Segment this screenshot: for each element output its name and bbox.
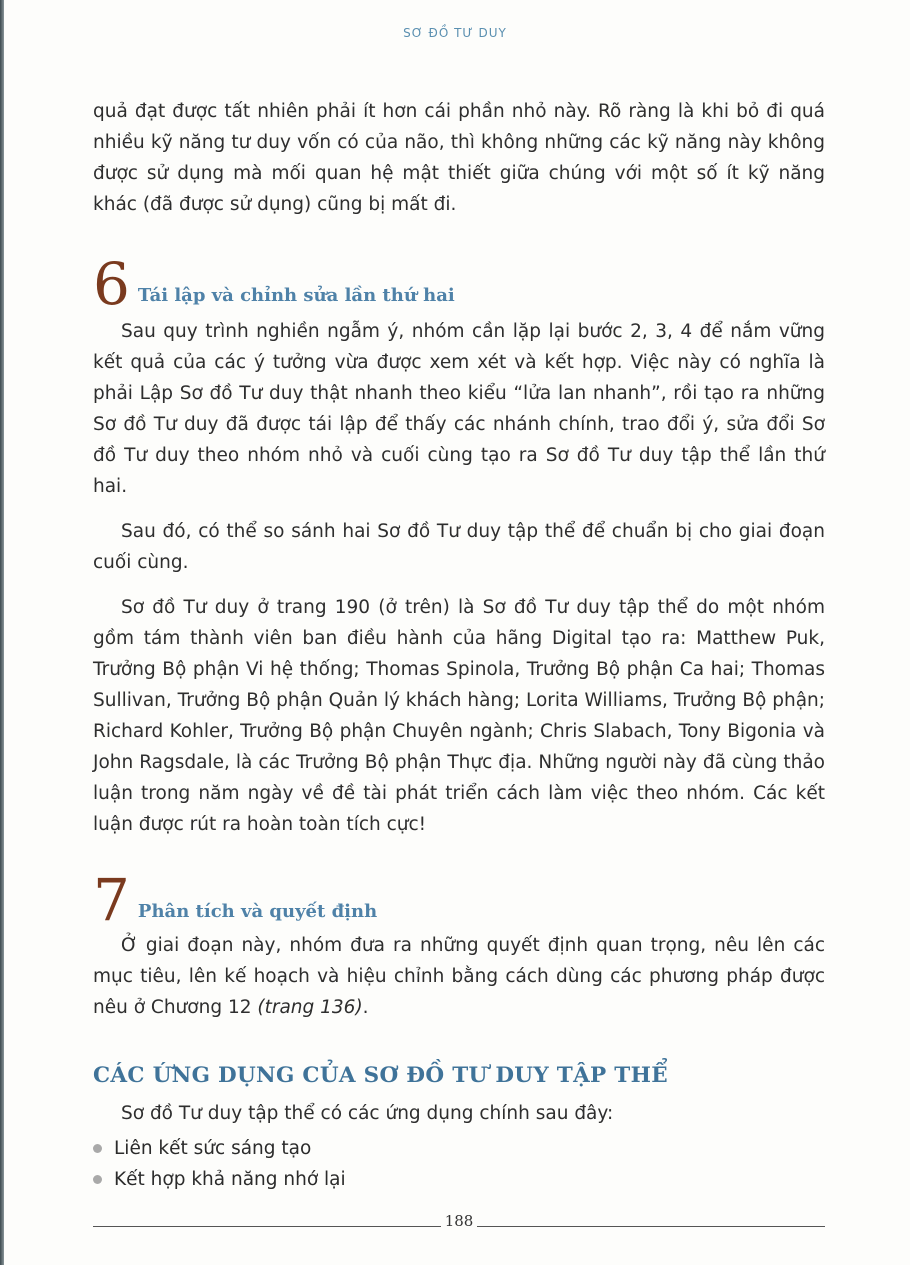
page-footer	[93, 1210, 825, 1230]
step-7-paragraph	[93, 930, 825, 1023]
step-6-paragraph-2: Sau đó, có thể so sánh hai Sơ đồ Tư duy tập thể để chuẩn bị cho giai đoạn cuối cùng.	[93, 521, 825, 573]
list-item	[93, 1133, 825, 1164]
page-number: 188	[444, 1212, 474, 1230]
step-6-paragraph-3: Sơ đồ Tư duy ở trang 190 (ở trên) là Sơ đồ Tư duy tập thể do một nhóm gồm tám thành viên ban điều hành của hãng Digital tạo ra: Matthew Puk, Trưởng Bộ phận Vi hệ thống; Thomas Spinola, Trưởng Bộ phận Ca hai; Thomas Sullivan, Trưởng Bộ phận Quản lý khách hàng; Lorita Williams, Trưởng Bộ phận; Richard Kohler, Trưởng Bộ phận Chuyên ngành; Chris Slabach, Tony Bigonia và John Ragsdale, là các Trưởng Bộ phận Thực địa. Những người này đã cùng thảo luận trong năm ngày về đề tài phát triển cách làm việc theo nhóm. Các kết luận được rút ra hoàn toàn tích cực!	[93, 597, 825, 835]
page-content	[93, 96, 825, 1195]
running-head: SƠ ĐỒ TƯ DUY	[403, 26, 507, 40]
list-item	[93, 1164, 825, 1195]
bullet-icon	[93, 1144, 102, 1153]
applications-list	[93, 1133, 825, 1195]
list-item-label: Kết hợp khả năng nhớ lại	[114, 1169, 346, 1190]
applications-heading: CÁC ỨNG DỤNG CỦA SƠ ĐỒ TƯ DUY TẬP THỂ	[93, 1063, 668, 1088]
footer-rule-right	[477, 1226, 825, 1227]
step-6-number: 6	[93, 250, 130, 318]
step-7-page-reference: (trang 136)	[257, 997, 363, 1018]
step-7-paragraph-text: Ở giai đoạn này, nhóm đưa ra những quyết định quan trọng, nêu lên các mục tiêu, lên kế hoạch và hiệu chỉnh bằng cách dùng các phương pháp được nêu ở Chương 12	[93, 935, 825, 1018]
step-7-title: Phân tích và quyết định	[137, 901, 378, 922]
step-7-number: 7	[93, 866, 130, 934]
bullet-icon	[93, 1175, 102, 1184]
step-6-paragraph-1: Sau quy trình nghiền ngẫm ý, nhóm cần lặp lại bước 2, 3, 4 để nắm vững kết quả của các ý tưởng vừa được xem xét và kết hợp. Việc này có nghĩa là phải Lập Sơ đồ Tư duy thật nhanh theo kiểu “lửa lan nhanh”, rồi tạo ra những Sơ đồ Tư duy đã được tái lập để thấy các nhánh chính, trao đổi ý, sửa đổi Sơ đồ Tư duy theo nhóm nhỏ và cuối cùng tạo ra Sơ đồ Tư duy tập thể lần thứ hai.	[93, 321, 825, 497]
list-item-label: Liên kết sức sáng tạo	[114, 1138, 312, 1159]
applications-intro: Sơ đồ Tư duy tập thể có các ứng dụng chính sau đây:	[121, 1103, 614, 1124]
step-6-heading	[93, 250, 825, 318]
step-6-title: Tái lập và chỉnh sửa lần thứ hai	[137, 285, 455, 306]
intro-paragraph: quả đạt được tất nhiên phải ít hơn cái phần nhỏ này. Rõ ràng là khi bỏ đi quá nhiều kỹ năng tư duy vốn có của não, thì không những các kỹ năng này không được sử dụng mà mối quan hệ mật thiết giữa chúng với một số ít kỹ năng khác (đã được sử dụng) cũng bị mất đi.	[93, 101, 825, 215]
step-7-paragraph-end: .	[362, 997, 369, 1018]
step-7-heading	[93, 866, 825, 934]
page-binding-edge	[0, 0, 4, 1265]
footer-rule-left	[93, 1226, 441, 1227]
